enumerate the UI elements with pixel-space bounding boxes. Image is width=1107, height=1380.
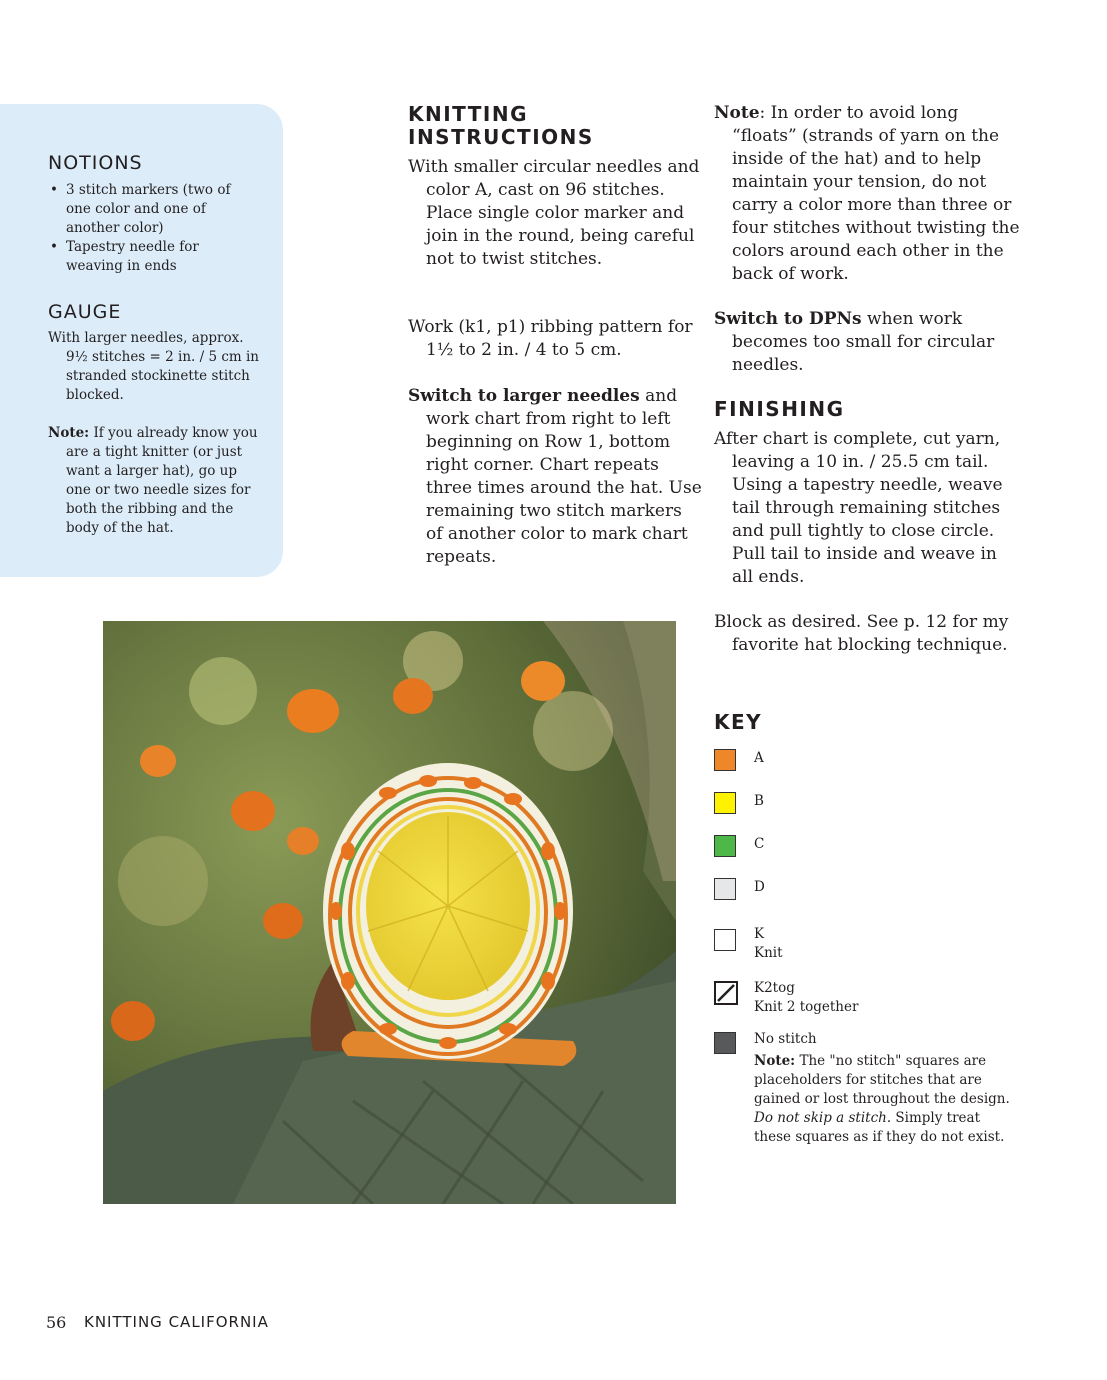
finishing-paragraph-1: After chart is complete, cut yarn, leaving a 10 in. / 25.5 cm tail. Using a tapestry needle, weave tail through remaining stitches and pull tightly to close circle. Pull tail to inside and weave in all ends. [714, 429, 1003, 587]
finishing-heading: FINISHING [714, 397, 845, 421]
finishing-paragraph-2: Block as desired. See p. 12 for my favorite hat blocking technique. [714, 612, 1009, 655]
hat-photo-illustration [103, 621, 676, 1204]
swatch-b [714, 792, 736, 814]
instructions-heading: KNITTING INSTRUCTIONS [408, 102, 594, 149]
swatch-d [714, 878, 736, 900]
instructions-paragraph-2: Work (k1, p1) ribbing pattern for 1½ to 2 in. / 4 to 5 cm. [408, 317, 693, 360]
swatch-c [714, 835, 736, 857]
dpn-paragraph: Switch to DPNs when work becomes too small for circular needles. [714, 309, 995, 375]
gauge-text: With larger needles, approx. 9½ stitches = 2 in. / 5 cm in stranded stockinette stitch blocked. [48, 330, 259, 403]
no-stitch-note: Note: The "no stitch" squares are placeholders for stitches that are gained or lost throughout the design. Do not skip a stitch. Simply treat these squares as if they do not exist. [754, 1053, 1010, 1145]
notions-list [48, 181, 248, 276]
page-number: 56 [46, 1313, 67, 1332]
floats-note: Note: In order to avoid long “floats” (strands of yarn on the inside of the hat) and to help maintain your tension, do not carry a color more than three or four stitches without twisting the colors around each other in the back of work. [714, 103, 1020, 284]
k2tog-icon [714, 981, 738, 1005]
book-title: KNITTING CALIFORNIA [84, 1313, 269, 1331]
list-item: • 3 stitch markers (two of one color and one of another color) [50, 182, 231, 236]
list-item: • Tapestry needle for weaving in ends [50, 239, 199, 274]
gauge-note: Note: If you already know you are a tight knitter (or just want a larger hat), go up one or two needle sizes for both the ribbing and the body of the hat. [48, 425, 258, 536]
hat-photo [103, 621, 676, 1204]
swatch-no-stitch [714, 1032, 736, 1054]
gauge-heading: GAUGE [48, 301, 122, 323]
instructions-paragraph-1: With smaller circular needles and color A, cast on 96 stitches. Place single color marker and join in the round, being careful not to twist stitches. [408, 157, 700, 269]
swatch-a [714, 749, 736, 771]
swatch-knit [714, 929, 736, 951]
key-heading: KEY [714, 710, 763, 734]
instructions-paragraph-3: Switch to larger needles and work chart from right to left beginning on Row 1, bottom right corner. Chart repeats three times around the hat. Use remaining two stitch markers of another color to mark chart repeats. [408, 386, 702, 567]
notions-heading: NOTIONS [48, 152, 143, 174]
